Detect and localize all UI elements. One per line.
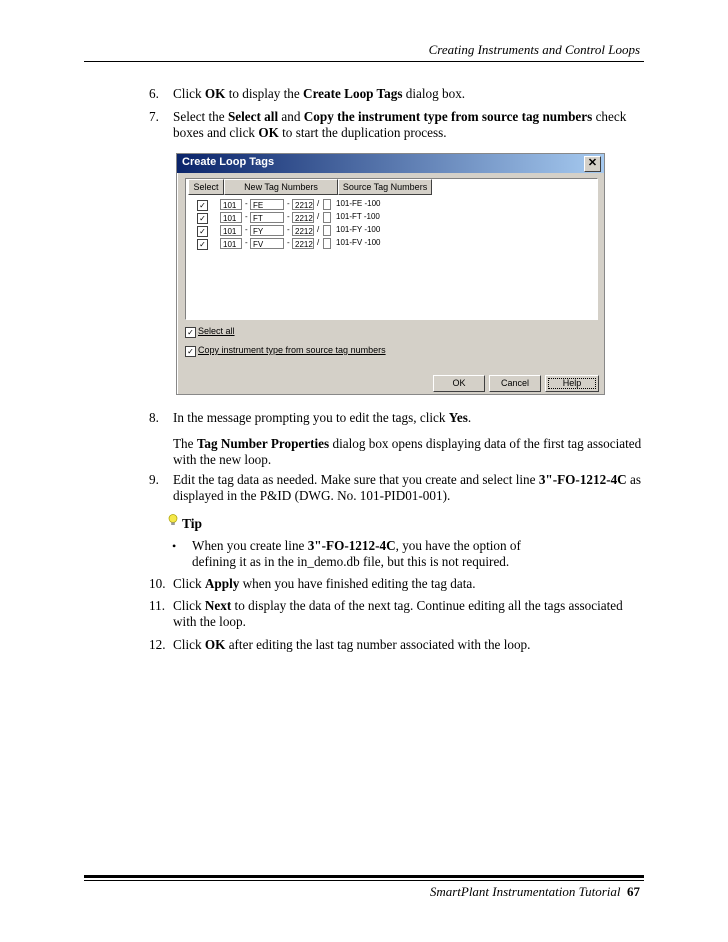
step-text	[173, 86, 643, 102]
running-header: Creating Instruments and Control Loops	[428, 42, 640, 57]
help-button[interactable]: Help	[545, 375, 599, 392]
tag-prefix-field[interactable]: 101	[220, 225, 242, 236]
text-run: Click	[173, 86, 205, 101]
dialog-title-bar	[177, 154, 604, 173]
text-run: .	[467, 410, 472, 425]
lightbulb-icon	[168, 514, 178, 526]
text-run: dialog box opens displaying data of the first tag associated with the new loop.	[173, 436, 642, 467]
bold-run: 3"-FO-1212-4C	[307, 538, 396, 553]
dash-separator: -	[245, 212, 248, 221]
tag-grid	[185, 178, 598, 320]
bold-run: Create Loop Tags	[303, 86, 403, 101]
dash-separator: -	[245, 238, 248, 247]
footer-title: SmartPlant Instrumentation Tutorial	[429, 884, 621, 899]
header-rule	[84, 61, 644, 62]
step-text	[173, 109, 643, 141]
tag-suffix-field[interactable]: 2212	[292, 238, 314, 249]
bold-run: Select all	[227, 109, 279, 124]
text-run: In the message prompting you to edit the tags, click	[173, 410, 449, 425]
step-number: 7.	[149, 109, 159, 124]
text-run: Click	[173, 576, 205, 591]
ok-button[interactable]: OK	[433, 375, 485, 392]
text-run: Click	[173, 598, 205, 613]
select-all-checkbox[interactable]: ✓	[185, 327, 196, 338]
tag-prefix-field[interactable]: 101	[220, 199, 242, 210]
text-run: to display the	[225, 86, 304, 101]
bold-run: 3"-FO-1212-4C	[538, 472, 627, 487]
source-tag-value: 101-FY -100	[336, 225, 381, 234]
bullet-glyph: •	[172, 539, 177, 553]
step-number: 12.	[149, 637, 166, 652]
text-run: The	[173, 436, 197, 451]
slash-separator: /	[317, 225, 320, 234]
copy-type-label[interactable]: Copy instrument type from source tag numbers	[198, 345, 386, 355]
footer-rule-thick	[84, 875, 644, 878]
slash-separator: /	[317, 212, 320, 221]
text-run: to display the data of the next tag. Continue editing all the tags associated with the loop.	[173, 598, 623, 629]
bold-run: OK	[204, 637, 226, 652]
column-header-source-tag[interactable]: Source Tag Numbers	[338, 179, 432, 195]
tip-label: Tip	[182, 516, 203, 531]
bold-run: Apply	[204, 576, 240, 591]
text-run: when you have finished editing the tag data.	[239, 576, 476, 591]
tag-type-field[interactable]: FY	[250, 225, 284, 236]
source-tag-value: 101-FE -100	[336, 199, 381, 208]
text-run: as displayed in the P&ID (DWG. No. 101-PID01-001).	[173, 472, 642, 503]
dash-separator: -	[245, 225, 248, 234]
bold-run: Yes	[448, 410, 468, 425]
step-number: 11.	[149, 598, 165, 613]
slash-separator: /	[317, 238, 320, 247]
dialog-title: Create Loop Tags	[182, 156, 275, 168]
tag-suffix-field[interactable]: 2212	[292, 212, 314, 223]
row-select-checkbox[interactable]: ✓	[197, 213, 208, 224]
step-number: 6.	[149, 86, 159, 101]
row-select-checkbox[interactable]: ✓	[197, 200, 208, 211]
bold-run: OK	[204, 86, 226, 101]
close-icon[interactable]: ✕	[584, 156, 601, 172]
text-run: dialog box.	[402, 86, 466, 101]
bold-run: Copy the instrument type from source tag numbers	[303, 109, 593, 124]
dash-separator: -	[287, 212, 290, 221]
step-number: 9.	[149, 472, 159, 487]
dash-separator: -	[245, 199, 248, 208]
tag-type-field[interactable]: FT	[250, 212, 284, 223]
tag-extra-field[interactable]	[323, 212, 331, 223]
tag-suffix-field[interactable]: 2212	[292, 199, 314, 210]
bold-run: Next	[204, 598, 232, 613]
row-select-checkbox[interactable]: ✓	[197, 226, 208, 237]
step-number: 10.	[149, 576, 166, 591]
step-text	[173, 637, 643, 653]
tag-extra-field[interactable]	[323, 199, 331, 210]
step-text	[173, 576, 643, 592]
step-number: 8.	[149, 410, 159, 425]
text-run: Edit the tag data as needed. Make sure that you create and select line	[173, 472, 539, 487]
page-number: 67	[627, 884, 640, 899]
tag-extra-field[interactable]	[323, 238, 331, 249]
step-text	[173, 598, 643, 630]
bold-run: Tag Number Properties	[196, 436, 330, 451]
dash-separator: -	[287, 238, 290, 247]
dash-separator: -	[287, 225, 290, 234]
source-tag-value: 101-FT -100	[336, 212, 380, 221]
text-run: , you have the option of defining it as in the in_demo.db file, but this is not required.	[192, 538, 521, 569]
tip-text	[192, 538, 564, 570]
column-header-select[interactable]: Select	[188, 179, 224, 195]
text-run: check boxes and click	[173, 109, 627, 140]
column-header-new-tag[interactable]: New Tag Numbers	[224, 179, 338, 195]
paragraph-text	[173, 436, 643, 468]
bold-run: OK	[258, 125, 279, 140]
row-select-checkbox[interactable]: ✓	[197, 239, 208, 250]
footer-rule-thin	[84, 880, 644, 881]
create-loop-tags-dialog	[176, 153, 605, 395]
step-text	[173, 410, 643, 426]
tag-prefix-field[interactable]: 101	[220, 238, 242, 249]
text-run: Click	[173, 637, 205, 652]
dash-separator: -	[287, 199, 290, 208]
copy-type-checkbox[interactable]: ✓	[185, 346, 196, 357]
text-run: and	[278, 109, 304, 124]
text-run: When you create line	[192, 538, 308, 553]
tag-extra-field[interactable]	[323, 225, 331, 236]
source-tag-value: 101-FV -100	[336, 238, 381, 247]
tag-type-field[interactable]: FV	[250, 238, 284, 249]
slash-separator: /	[317, 199, 320, 208]
tag-suffix-field[interactable]: 2212	[292, 225, 314, 236]
tag-prefix-field[interactable]: 101	[220, 212, 242, 223]
step-text	[173, 472, 643, 504]
text-run: after editing the last tag number associated with the loop.	[225, 637, 531, 652]
text-run: Select the	[173, 109, 228, 124]
tag-type-field[interactable]: FE	[250, 199, 284, 210]
select-all-label[interactable]: Select all	[198, 326, 235, 336]
cancel-button[interactable]: Cancel	[489, 375, 541, 392]
text-run: to start the duplication process.	[278, 125, 447, 140]
running-footer	[0, 884, 640, 900]
